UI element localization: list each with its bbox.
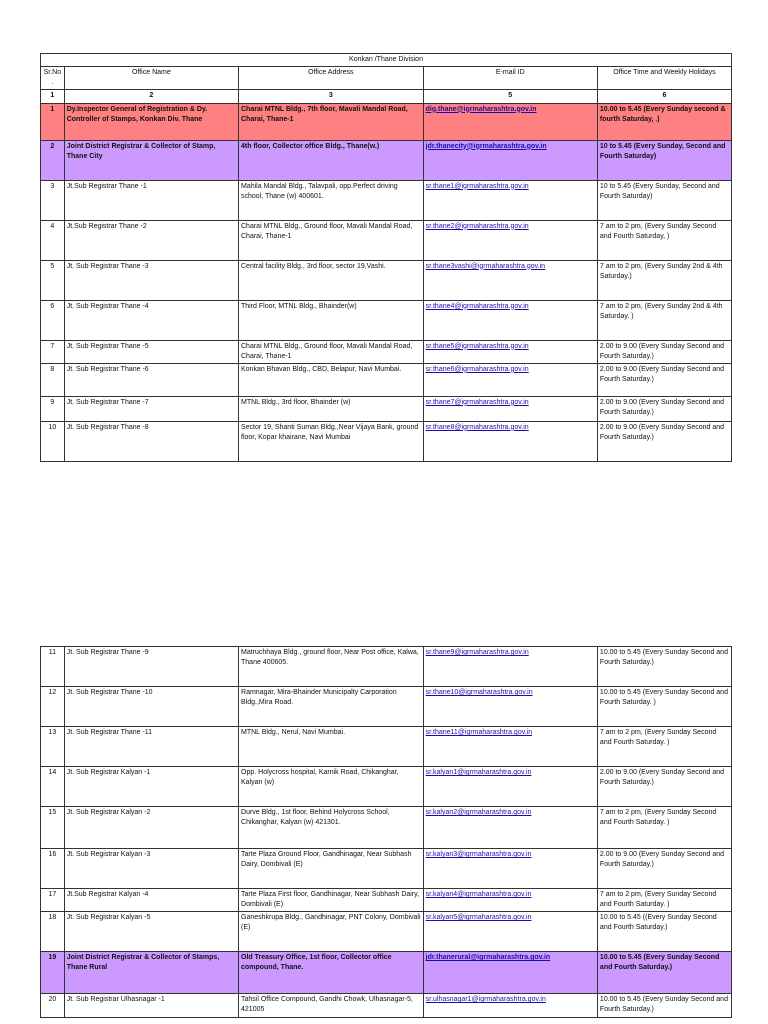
row-office-name: Jt. Sub Registrar Thane -9 (64, 647, 238, 687)
row-office-time: 2.00 to 9.00 (Every Sunday Second and Fourth Saturday.) (597, 396, 731, 421)
row-office-address: Charai MTNL Bldg., Ground floor, Mavali Mandal Road, Charai, Thane-1 (239, 220, 424, 260)
row-office-address: MTNL Bldg., Nerul, Navi Mumbai. (239, 727, 424, 767)
row-office-time: 10 to 5.45 (Every Sunday, Second and Fourth Saturday) (597, 140, 731, 180)
row-office-name: Jt. Sub Registrar Thane -4 (64, 300, 238, 340)
row-email-link[interactable]: sr.thane3vashi@igrmaharashtra.gov.in (423, 260, 597, 300)
office-table-bottom (40, 646, 732, 1018)
table-row (41, 647, 732, 687)
header-sr-no: Sr.No . (41, 67, 65, 90)
row-office-name: Jt. Sub Registrar Kalyan -5 (64, 912, 238, 952)
row-sr-no: 8 (41, 363, 65, 396)
table-row (41, 220, 732, 260)
table-row (41, 396, 732, 421)
row-sr-no: 3 (41, 180, 65, 220)
row-sr-no: 18 (41, 912, 65, 952)
row-email-link[interactable]: sr.thane5@igrmaharashtra.gov.in (423, 340, 597, 363)
column-number: 5 (423, 90, 597, 103)
row-sr-no: 16 (41, 849, 65, 889)
row-email-link[interactable]: sr.thane8@igrmaharashtra.gov.in (423, 421, 597, 461)
header-office-time: Office Time and Weekly Holidays (597, 67, 731, 90)
row-office-address: Third Floor, MTNL Bldg., Bhainder(w) (239, 300, 424, 340)
row-office-address: Tarte Plaza Ground Floor, Gandhinagar, Near Subhash Dairy, Dombivali (E) (239, 849, 424, 889)
row-email-link[interactable]: sr.thane2@igrmaharashtra.gov.in (423, 220, 597, 260)
row-sr-no: 10 (41, 421, 65, 461)
table-row (41, 994, 732, 1017)
row-office-address: Mahila Mandal Bldg., Talavpali, opp.Perfect driving school, Thane (w) 400601. (239, 180, 424, 220)
row-office-address: 4th floor, Collector office Bldg., Thane(w.) (239, 140, 424, 180)
row-sr-no: 9 (41, 396, 65, 421)
row-office-address: Charai MTNL Bldg., Ground floor, Mavali Mandal Road, Charai, Thane-1 (239, 340, 424, 363)
row-office-time: 10.00 to 5.45 (Every Sunday Second and Fourth Saturday.) (597, 952, 731, 994)
row-office-address: Matruchhaya Bldg., ground floor, Near Post office, Kalwa, Thane 400605. (239, 647, 424, 687)
table-row (41, 363, 732, 396)
row-sr-no: 14 (41, 767, 65, 807)
row-email-link[interactable]: dig.thane@igrmaharashtra.gov.in (423, 103, 597, 140)
row-office-time: 7 am to 2 pm, (Every Sunday Second and Fourth Saturday. ) (597, 727, 731, 767)
table-row (41, 300, 732, 340)
table-body (41, 647, 732, 1018)
table-row (41, 103, 732, 140)
row-office-address: Sector 19, Shanti Suman Bldg.,Near Vijaya Bank, ground floor, Kopar khairane, Navi Mumbai (239, 421, 424, 461)
table-row (41, 340, 732, 363)
row-office-time: 7 am to 2 pm, (Every Sunday 2nd & 4th Saturday.) (597, 260, 731, 300)
row-office-time: 10.00 to 5.45 (Every Sunday Second and Fourth Saturday.) (597, 994, 731, 1017)
row-email-link[interactable]: sr.ulhasnagar1@igrmaharashtra.gov.in (423, 994, 597, 1017)
row-sr-no: 6 (41, 300, 65, 340)
office-table-top (40, 53, 732, 462)
row-office-name: Jt. Sub Registrar Ulhasnagar -1 (64, 994, 238, 1017)
row-office-name: Jt.Sub Registrar Thane -1 (64, 180, 238, 220)
row-office-time: 2.00 to 9.00 (Every Sunday Second and Fourth Saturday.) (597, 849, 731, 889)
column-number: 1 (41, 90, 65, 103)
row-sr-no: 2 (41, 140, 65, 180)
row-office-name: Jt. Sub Registrar Thane -11 (64, 727, 238, 767)
row-office-address: Ganeshkrupa Bldg., Gandhinagar, PNT Colony, Dombivali (E) (239, 912, 424, 952)
row-office-address: Ramnagar, Mira-Bhainder Municipalty Carporation Bldg.,Mira Road. (239, 687, 424, 727)
table-row (41, 849, 732, 889)
header-office-address: Office Address (239, 67, 424, 90)
row-sr-no: 12 (41, 687, 65, 727)
row-office-address: MTNL Bldg., 3rd floor, Bhainder (w) (239, 396, 424, 421)
row-sr-no: 5 (41, 260, 65, 300)
row-office-time: 2.00 to 9.00 (Every Sunday Second and Fourth Saturday.) (597, 767, 731, 807)
row-office-name: Jt.Sub Registrar Kalyan -4 (64, 889, 238, 912)
row-email-link[interactable]: sr.thane4@igrmaharashtra.gov.in (423, 300, 597, 340)
row-office-name: Jt. Sub Registrar Kalyan -3 (64, 849, 238, 889)
row-email-link[interactable]: sr.thane9@igrmaharashtra.gov.in (423, 647, 597, 687)
row-sr-no: 20 (41, 994, 65, 1017)
row-sr-no: 7 (41, 340, 65, 363)
row-office-name: Joint District Registrar & Collector of Stamp, Thane City (64, 140, 238, 180)
table-row (41, 421, 732, 461)
row-office-time: 10.00 to 5.45 (Every Sunday second & fourth Saturday, .) (597, 103, 731, 140)
row-office-time: 7 am to 2 pm, (Every Sunday Second and Fourth Saturday. ) (597, 807, 731, 849)
row-office-name: Jt. Sub Registrar Thane -3 (64, 260, 238, 300)
row-sr-no: 4 (41, 220, 65, 260)
row-email-link[interactable]: sr.thane7@igrmaharashtra.gov.in (423, 396, 597, 421)
table-row (41, 260, 732, 300)
division-title: Konkan /Thane Division (41, 54, 732, 67)
row-office-address: Konkan Bhavan Bldg., CBD, Belapur, Navi Mumbai. (239, 363, 424, 396)
row-sr-no: 11 (41, 647, 65, 687)
row-office-time: 7 am to 2 pm, (Every Sunday 2nd & 4th Saturday. ) (597, 300, 731, 340)
row-sr-no: 19 (41, 952, 65, 994)
row-office-time: 2.00 to 9.00 (Every Sunday Second and Fourth Saturday.) (597, 340, 731, 363)
row-office-name: Joint District Registrar & Collector of Stamps, Thane Rural (64, 952, 238, 994)
table-row (41, 807, 732, 849)
row-email-link[interactable]: sr.thane10@igrmaharashtra.gov.in (423, 687, 597, 727)
row-office-address: Old Treasury Office, 1st floor, Collector office compound, Thane. (239, 952, 424, 994)
row-office-time: 10.00 to 5.45 ((Every Sunday Second and Fourth Saturday.) (597, 912, 731, 952)
row-email-link[interactable]: jdr.thanecity@igrmaharashtra.gov.in (423, 140, 597, 180)
table-row (41, 727, 732, 767)
row-office-time: 2.00 to 9.00 (Every Sunday Second and Fourth Saturday.) (597, 363, 731, 396)
header-email: E-mail ID (423, 67, 597, 90)
row-sr-no: 15 (41, 807, 65, 849)
row-office-name: Jt.Sub Registrar Thane -2 (64, 220, 238, 260)
row-office-address: Charai MTNL Bldg., 7th floor, Mavali Mandal Road, Charai, Thane-1 (239, 103, 424, 140)
row-office-name: Jt. Sub Registrar Thane -6 (64, 363, 238, 396)
row-office-name: Jt. Sub Registrar Thane -10 (64, 687, 238, 727)
row-office-name: Jt. Sub Registrar Thane -8 (64, 421, 238, 461)
row-email-link[interactable]: sr.kalyan2@igrmaharashtra.gov.in (423, 807, 597, 849)
row-email-link[interactable]: sr.kalyan5@igrmaharashtra.gov.in (423, 912, 597, 952)
table-row (41, 912, 732, 952)
column-number: 6 (597, 90, 731, 103)
table-row (41, 889, 732, 912)
row-office-name: Jt. Sub Registrar Thane -7 (64, 396, 238, 421)
column-number: 3 (239, 90, 424, 103)
row-email-link[interactable]: jdr.thanerural@igrmaharashtra.gov.in (423, 952, 597, 994)
row-office-time: 10.00 to 5.45 (Every Sunday Second and Fourth Saturday. ) (597, 687, 731, 727)
table-row (41, 952, 732, 994)
row-office-time: 10 to 5.45 (Every Sunday, Second and Fourth Saturday) (597, 180, 731, 220)
row-office-name: Jt. Sub Registrar Thane -5 (64, 340, 238, 363)
row-email-link[interactable]: sr.thane11@igrmaharashtra.gov.in (423, 727, 597, 767)
row-email-link[interactable]: sr.kalyan3@igrmaharashtra.gov.in (423, 849, 597, 889)
row-office-name: Dy.Inspector General of Registration & Dy. Controller of Stamps, Konkan Div. Thane (64, 103, 238, 140)
row-office-name: Jt. Sub Registrar Kalyan -1 (64, 767, 238, 807)
row-office-time: 2.00 to 9.00 (Every Sunday Second and Fourth Saturday.) (597, 421, 731, 461)
row-office-address: Durve Bldg., 1st floor, Behind Holycross School, Chikanghar, Kalyan (w) 421301. (239, 807, 424, 849)
table-row (41, 767, 732, 807)
row-office-time: 7 am to 2 pm, (Every Sunday Second and Fourth Saturday, ) (597, 220, 731, 260)
row-sr-no: 17 (41, 889, 65, 912)
row-email-link[interactable]: sr.thane1@igrmaharashtra.gov.in (423, 180, 597, 220)
row-office-name: Jt. Sub Registrar Kalyan -2 (64, 807, 238, 849)
row-office-address: Tahsil Office Compound, Gandhi Chowk, Ulhasnagar-5, 421005 (239, 994, 424, 1017)
row-email-link[interactable]: sr.kalyan1@igrmaharashtra.gov.in (423, 767, 597, 807)
row-office-address: Tarte Plaza First floor, Gandhinagar, Near Subhash Dairy, Dombivali (E) (239, 889, 424, 912)
table-body (41, 103, 732, 461)
table-row (41, 180, 732, 220)
row-sr-no: 13 (41, 727, 65, 767)
row-sr-no: 1 (41, 103, 65, 140)
row-email-link[interactable]: sr.thane6@igrmaharashtra.gov.in (423, 363, 597, 396)
column-number: 2 (64, 90, 238, 103)
row-office-address: Opp. Holycross hospital, Karnik Road, Chikanghar, Kalyan (w) (239, 767, 424, 807)
row-office-address: Central facility Bldg., 3rd floor, sector 19,Vashi. (239, 260, 424, 300)
header-office-name: Office Name (64, 67, 238, 90)
row-office-time: 10.00 to 5.45 (Every Sunday Second and Fourth Saturday.) (597, 647, 731, 687)
table-row (41, 687, 732, 727)
row-email-link[interactable]: sr.kalyan4@igrmaharashtra.gov.in (423, 889, 597, 912)
table-row (41, 140, 732, 180)
row-office-time: 7 am to 2 pm, (Every Sunday Second and Fourth Saturday. ) (597, 889, 731, 912)
